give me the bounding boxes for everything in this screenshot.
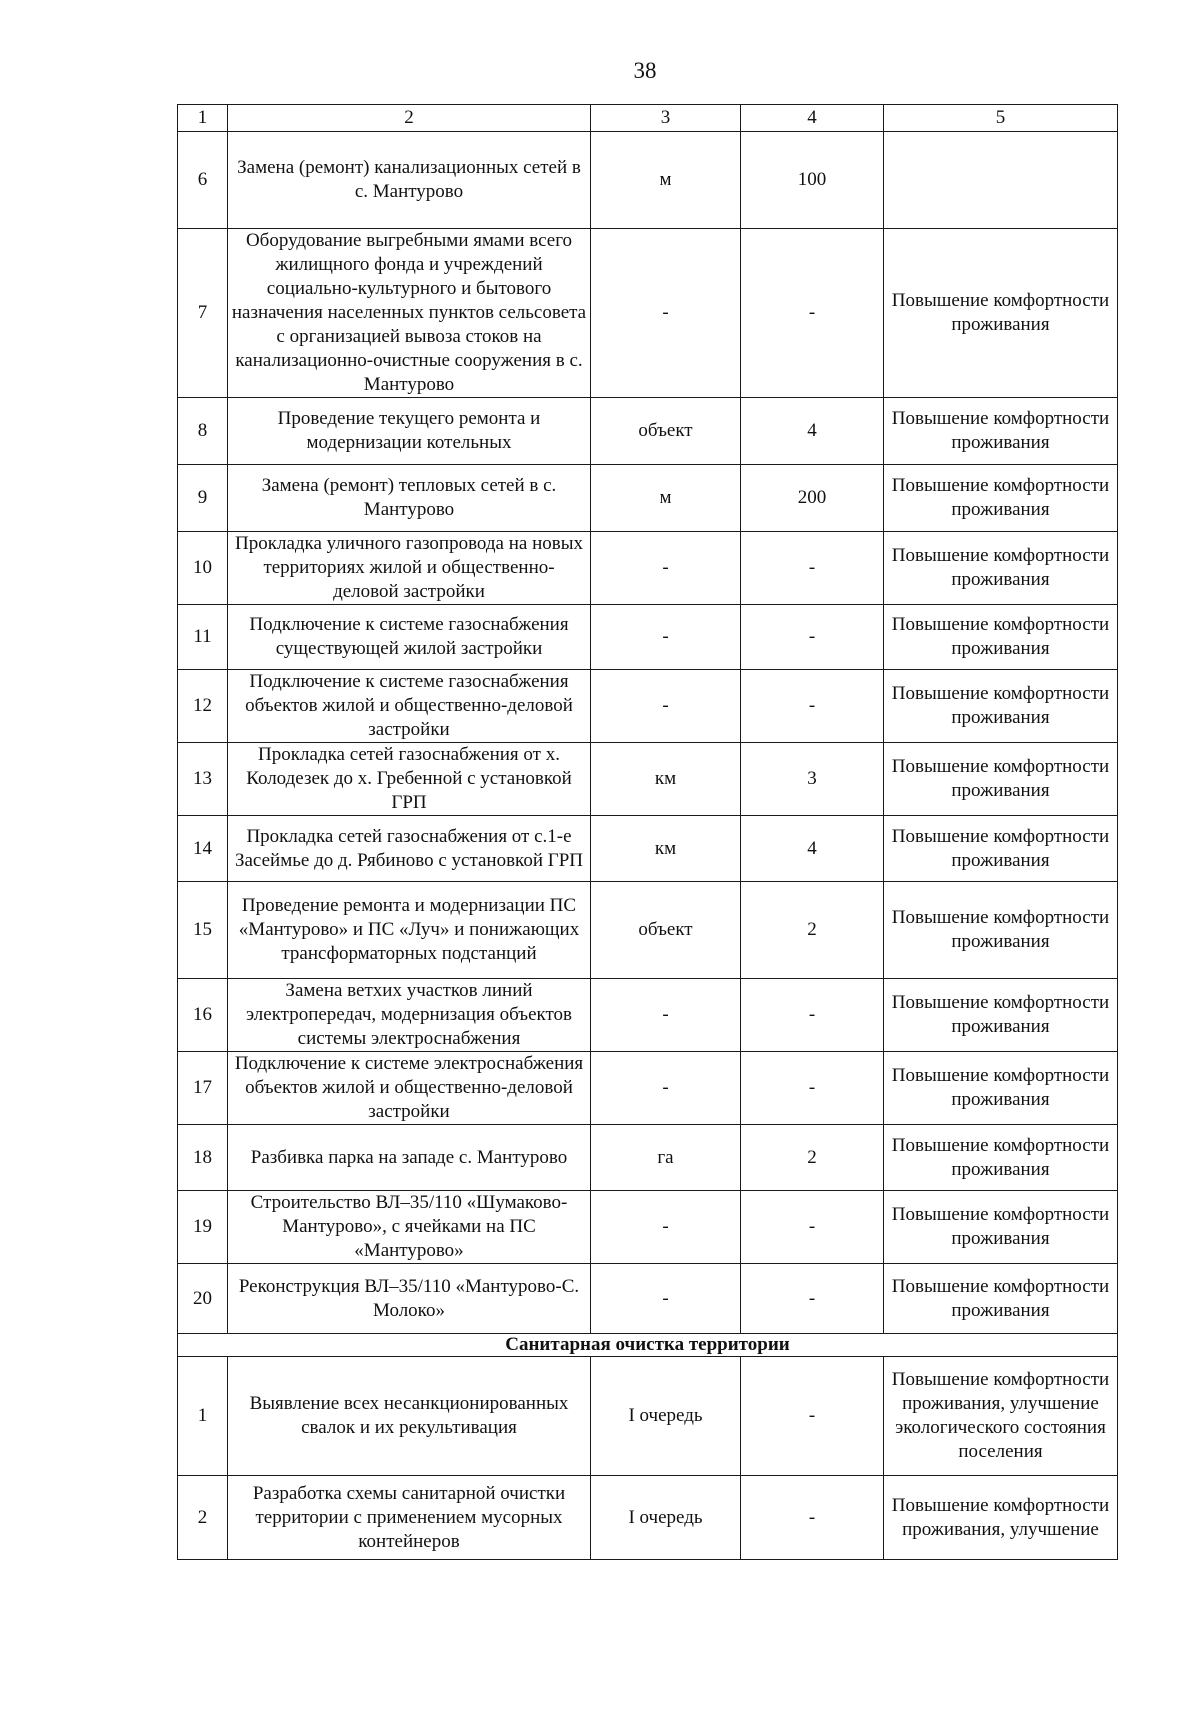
row-number: 12 <box>178 670 228 743</box>
table-row <box>178 979 1118 1052</box>
row-result: Повышение комфортности проживания <box>884 1125 1118 1191</box>
table-row <box>178 229 1118 398</box>
header-cell: 2 <box>228 105 591 132</box>
table-row <box>178 605 1118 670</box>
row-number: 13 <box>178 743 228 816</box>
row-description: Проведение ремонта и модернизации ПС «Мантурово» и ПС «Луч» и понижающих трансформаторных подстанций <box>228 882 591 979</box>
header-cell: 3 <box>591 105 741 132</box>
header-cell: 5 <box>884 105 1118 132</box>
row-unit: - <box>591 1191 741 1264</box>
row-description: Строительство ВЛ–35/110 «Шумаково-Мантурово», с ячейками на ПС «Мантурово» <box>228 1191 591 1264</box>
row-unit: га <box>591 1125 741 1191</box>
row-unit: - <box>591 605 741 670</box>
row-result <box>884 132 1118 229</box>
row-result: Повышение комфортности проживания <box>884 1191 1118 1264</box>
row-number: 19 <box>178 1191 228 1264</box>
table-row <box>178 1264 1118 1334</box>
row-number: 17 <box>178 1052 228 1125</box>
row-description: Замена (ремонт) тепловых сетей в с. Мантурово <box>228 465 591 532</box>
row-number: 11 <box>178 605 228 670</box>
table-row <box>178 1476 1118 1560</box>
row-unit: I очередь <box>591 1476 741 1560</box>
row-result: Повышение комфортности проживания, улучшение <box>884 1476 1118 1560</box>
table-row <box>178 882 1118 979</box>
row-quantity: - <box>741 1191 884 1264</box>
table-row <box>178 743 1118 816</box>
row-result: Повышение комфортности проживания <box>884 229 1118 398</box>
row-unit: км <box>591 816 741 882</box>
header-cell: 4 <box>741 105 884 132</box>
row-description: Прокладка сетей газоснабжения от х. Колодезек до х. Гребенной с установкой ГРП <box>228 743 591 816</box>
header-cell: 1 <box>178 105 228 132</box>
row-number: 7 <box>178 229 228 398</box>
row-result: Повышение комфортности проживания <box>884 1264 1118 1334</box>
row-unit: км <box>591 743 741 816</box>
row-description: Замена (ремонт) канализационных сетей в с. Мантурово <box>228 132 591 229</box>
table-row <box>178 1052 1118 1125</box>
row-result: Повышение комфортности проживания <box>884 605 1118 670</box>
table-row <box>178 1125 1118 1191</box>
row-result: Повышение комфортности проживания <box>884 532 1118 605</box>
row-quantity: - <box>741 670 884 743</box>
table-row <box>178 132 1118 229</box>
row-quantity: - <box>741 1264 884 1334</box>
table-row <box>178 1191 1118 1264</box>
row-unit: - <box>591 670 741 743</box>
row-quantity: 2 <box>741 1125 884 1191</box>
row-quantity: - <box>741 1357 884 1476</box>
row-description: Оборудование выгребными ямами всего жилищного фонда и учреждений социально-культурного и бытового назначения населенных пунктов сельсовета с организацией вывоза стоков на канализационно-очистные сооружения в с. Мантурово <box>228 229 591 398</box>
row-quantity: 4 <box>741 398 884 465</box>
row-number: 15 <box>178 882 228 979</box>
row-quantity: - <box>741 605 884 670</box>
table-row <box>178 465 1118 532</box>
row-number: 1 <box>178 1357 228 1476</box>
row-description: Проведение текущего ремонта и модернизации котельных <box>228 398 591 465</box>
row-quantity: - <box>741 532 884 605</box>
row-description: Прокладка уличного газопровода на новых территориях жилой и общественно-деловой застройки <box>228 532 591 605</box>
row-number: 10 <box>178 532 228 605</box>
row-number: 9 <box>178 465 228 532</box>
row-number: 20 <box>178 1264 228 1334</box>
row-unit: м <box>591 465 741 532</box>
row-unit: - <box>591 1052 741 1125</box>
row-description: Прокладка сетей газоснабжения от с.1-е Засеймье до д. Рябиново с установкой ГРП <box>228 816 591 882</box>
row-unit: I очередь <box>591 1357 741 1476</box>
row-unit: - <box>591 1264 741 1334</box>
table-row <box>178 532 1118 605</box>
row-quantity: 4 <box>741 816 884 882</box>
section-title: Санитарная очистка территории <box>178 1334 1118 1357</box>
page-number: 38 <box>633 58 657 83</box>
row-description: Выявление всех несанкционированных свалок и их рекультивация <box>228 1357 591 1476</box>
row-unit: - <box>591 229 741 398</box>
row-result: Повышение комфортности проживания, улучшение экологического состояния поселения <box>884 1357 1118 1476</box>
table-row <box>178 816 1118 882</box>
row-description: Разбивка парка на западе с. Мантурово <box>228 1125 591 1191</box>
row-number: 2 <box>178 1476 228 1560</box>
table-row <box>178 1357 1118 1476</box>
row-description: Реконструкция ВЛ–35/110 «Мантурово-С. Молоко» <box>228 1264 591 1334</box>
row-number: 16 <box>178 979 228 1052</box>
row-result: Повышение комфортности проживания <box>884 1052 1118 1125</box>
row-unit: объект <box>591 882 741 979</box>
row-quantity: - <box>741 1476 884 1560</box>
row-unit: - <box>591 532 741 605</box>
header-row <box>178 105 1118 132</box>
row-quantity: 3 <box>741 743 884 816</box>
table-row <box>178 398 1118 465</box>
row-number: 6 <box>178 132 228 229</box>
row-result: Повышение комфортности проживания <box>884 743 1118 816</box>
row-unit: объект <box>591 398 741 465</box>
row-description: Разработка схемы санитарной очистки территории с применением мусорных контейнеров <box>228 1476 591 1560</box>
row-number: 18 <box>178 1125 228 1191</box>
table-row <box>178 670 1118 743</box>
row-unit: - <box>591 979 741 1052</box>
row-quantity: 100 <box>741 132 884 229</box>
row-quantity: - <box>741 229 884 398</box>
row-description: Подключение к системе газоснабжения существующей жилой застройки <box>228 605 591 670</box>
row-description: Замена ветхих участков линий электропередач, модернизация объектов системы электроснабжения <box>228 979 591 1052</box>
row-result: Повышение комфортности проживания <box>884 882 1118 979</box>
row-quantity: - <box>741 1052 884 1125</box>
row-quantity: 2 <box>741 882 884 979</box>
row-number: 14 <box>178 816 228 882</box>
row-result: Повышение комфортности проживания <box>884 465 1118 532</box>
row-result: Повышение комфортности проживания <box>884 670 1118 743</box>
row-result: Повышение комфортности проживания <box>884 816 1118 882</box>
row-unit: м <box>591 132 741 229</box>
row-result: Повышение комфортности проживания <box>884 398 1118 465</box>
section-row <box>178 1334 1118 1357</box>
row-description: Подключение к системе электроснабжения объектов жилой и общественно-деловой застройки <box>228 1052 591 1125</box>
row-quantity: 200 <box>741 465 884 532</box>
row-quantity: - <box>741 979 884 1052</box>
row-number: 8 <box>178 398 228 465</box>
row-result: Повышение комфортности проживания <box>884 979 1118 1052</box>
works-table <box>177 104 1118 1560</box>
row-description: Подключение к системе газоснабжения объектов жилой и общественно-деловой застройки <box>228 670 591 743</box>
